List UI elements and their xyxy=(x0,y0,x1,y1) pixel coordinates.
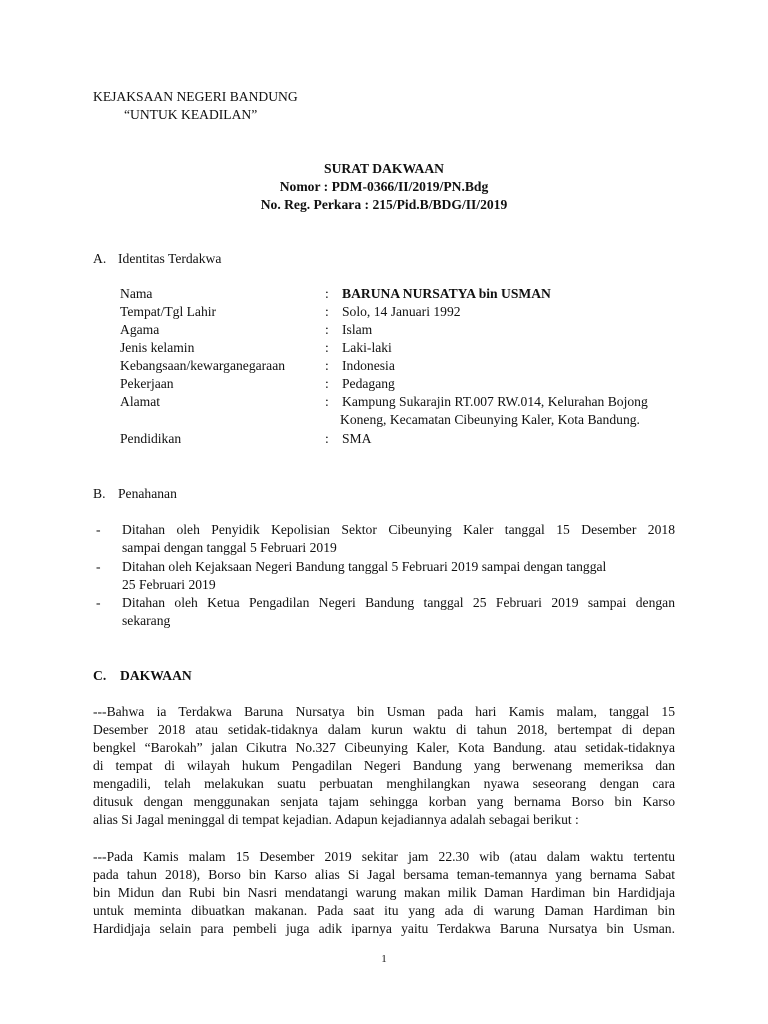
detention-text-continued: sekarang xyxy=(122,613,171,628)
identity-value: Indonesia xyxy=(342,358,395,373)
section-c-heading: DAKWAAN xyxy=(120,668,192,683)
identity-label: Agama xyxy=(120,322,160,337)
paragraph-line: ditusuk dengan menggunakan senjata tajam sehingga korban yang bernama Borso bin Karso xyxy=(93,794,675,809)
identity-colon: : xyxy=(325,394,329,409)
identity-row-religion xyxy=(120,321,680,339)
section-a-heading: Identitas Terdakwa xyxy=(118,251,222,266)
identity-value: SMA xyxy=(342,431,372,446)
case-register-number: No. Reg. Perkara : 215/Pid.B/BDG/II/2019 xyxy=(260,197,508,212)
institution-name: KEJAKSAAN NEGERI BANDUNG xyxy=(93,89,298,104)
paragraph-line: ---Bahwa ia Terdakwa Baruna Nursatya bin Usman pada hari Kamis malam, tanggal 15 xyxy=(93,704,675,719)
identity-row-occupation xyxy=(120,375,680,393)
paragraph-line: untuk meminta dibuatkan makanan. Pada saat itu yang ada di warung Daman Hardiman bin xyxy=(93,903,675,918)
identity-row-address xyxy=(120,393,680,429)
institution-motto: “UNTUK KEADILAN” xyxy=(124,107,258,122)
detention-text: Ditahan oleh Kejaksaan Negeri Bandung tanggal 5 Februari 2019 sampai dengan tanggal xyxy=(122,559,607,574)
page-number: 1 xyxy=(381,953,387,965)
identity-colon: : xyxy=(325,322,329,337)
section-b-letter: B. xyxy=(93,486,106,501)
identity-value: Laki-laki xyxy=(342,340,392,355)
identity-label: Alamat xyxy=(120,394,161,409)
identity-value: Islam xyxy=(342,322,373,337)
paragraph-line: Desember 2018 atau setidak-tidaknya dalam kurun waktu di tahun 2018, bertempat di depan xyxy=(93,722,675,737)
document-number: Nomor : PDM-0366/II/2019/PN.Bdg xyxy=(279,179,489,194)
identity-colon: : xyxy=(325,340,329,355)
paragraph-line: Hardidjaja selain para pembeli juga adik iparnya yaitu Terdakwa Baruna Nursatya bin Usman. xyxy=(93,921,675,936)
paragraph-line: ---Pada Kamis malam 15 Desember 2019 sekitar jam 22.30 wib (atau dalam waktu tertentu xyxy=(93,849,675,864)
paragraph-line: mengadili, telah melakukan suatu perbuatan menghilangkan nyawa seseorang dengan cara xyxy=(93,776,675,791)
detention-text: Ditahan oleh Ketua Pengadilan Negeri Bandung tanggal 25 Februari 2019 sampai dengan xyxy=(122,595,675,610)
identity-label: Pekerjaan xyxy=(120,376,174,391)
identity-label: Tempat/Tgl Lahir xyxy=(120,304,217,319)
list-dash: - xyxy=(96,595,101,610)
identity-row-birth xyxy=(120,303,680,321)
paragraph-line: pada tahun 2018), Borso bin Karso alias Si Jagal bersama teman-temannya yang bernama Sabat xyxy=(93,867,675,882)
identity-value-continued: Koneng, Kecamatan Cibeunying Kaler, Kota Bandung. xyxy=(340,412,640,427)
paragraph-line: di tempat di wilayah hukum Pengadilan Negeri Bandung yang berwenang memeriksa dan xyxy=(93,758,675,773)
identity-colon: : xyxy=(325,304,329,319)
paragraph-line: bengkel “Barokah” jalan Cikutra No.327 Cibeunying Kaler, Kota Bandung. atau setidak-tidaknya xyxy=(93,740,675,755)
section-a-letter: A. xyxy=(93,251,107,266)
identity-label: Nama xyxy=(120,286,153,301)
paragraph-line: bin Midun dan Rubi bin Nasri mendatangi warung makan milik Daman Hardiman bin Hardidjaja xyxy=(93,885,675,900)
identity-row-nationality xyxy=(120,357,680,375)
detention-text-continued: 25 Februari 2019 xyxy=(122,577,216,592)
identity-colon: : xyxy=(325,376,329,391)
identity-label: Kebangsaan/kewarganegaraan xyxy=(120,358,286,373)
detention-text: Ditahan oleh Penyidik Kepolisian Sektor Cibeunying Kaler tanggal 15 Desember 2018 xyxy=(122,522,675,537)
identity-value: Pedagang xyxy=(342,376,395,391)
identity-row-education xyxy=(120,430,680,448)
identity-value: Kampung Sukarajin RT.007 RW.014, Kelurahan Bojong xyxy=(342,394,648,409)
identity-row-gender xyxy=(120,339,680,357)
section-c-letter: C. xyxy=(93,668,107,683)
document-title: SURAT DAKWAAN xyxy=(324,161,444,176)
identity-colon: : xyxy=(325,431,329,446)
detention-text-continued: sampai dengan tanggal 5 Februari 2019 xyxy=(122,540,337,555)
identity-label: Jenis kelamin xyxy=(120,340,195,355)
identity-value: BARUNA NURSATYA bin USMAN xyxy=(342,286,551,301)
list-dash: - xyxy=(96,559,101,574)
paragraph-line: alias Si Jagal meninggal di tempat kejadian. Adapun kejadiannya adalah sebagai berikut : xyxy=(93,812,579,827)
identity-colon: : xyxy=(325,358,329,373)
identity-value: Solo, 14 Januari 1992 xyxy=(342,304,461,319)
identity-row-name xyxy=(120,285,680,303)
section-b-heading: Penahanan xyxy=(118,486,177,501)
identity-colon: : xyxy=(325,286,329,301)
identity-label: Pendidikan xyxy=(120,431,182,446)
list-dash: - xyxy=(96,522,101,537)
